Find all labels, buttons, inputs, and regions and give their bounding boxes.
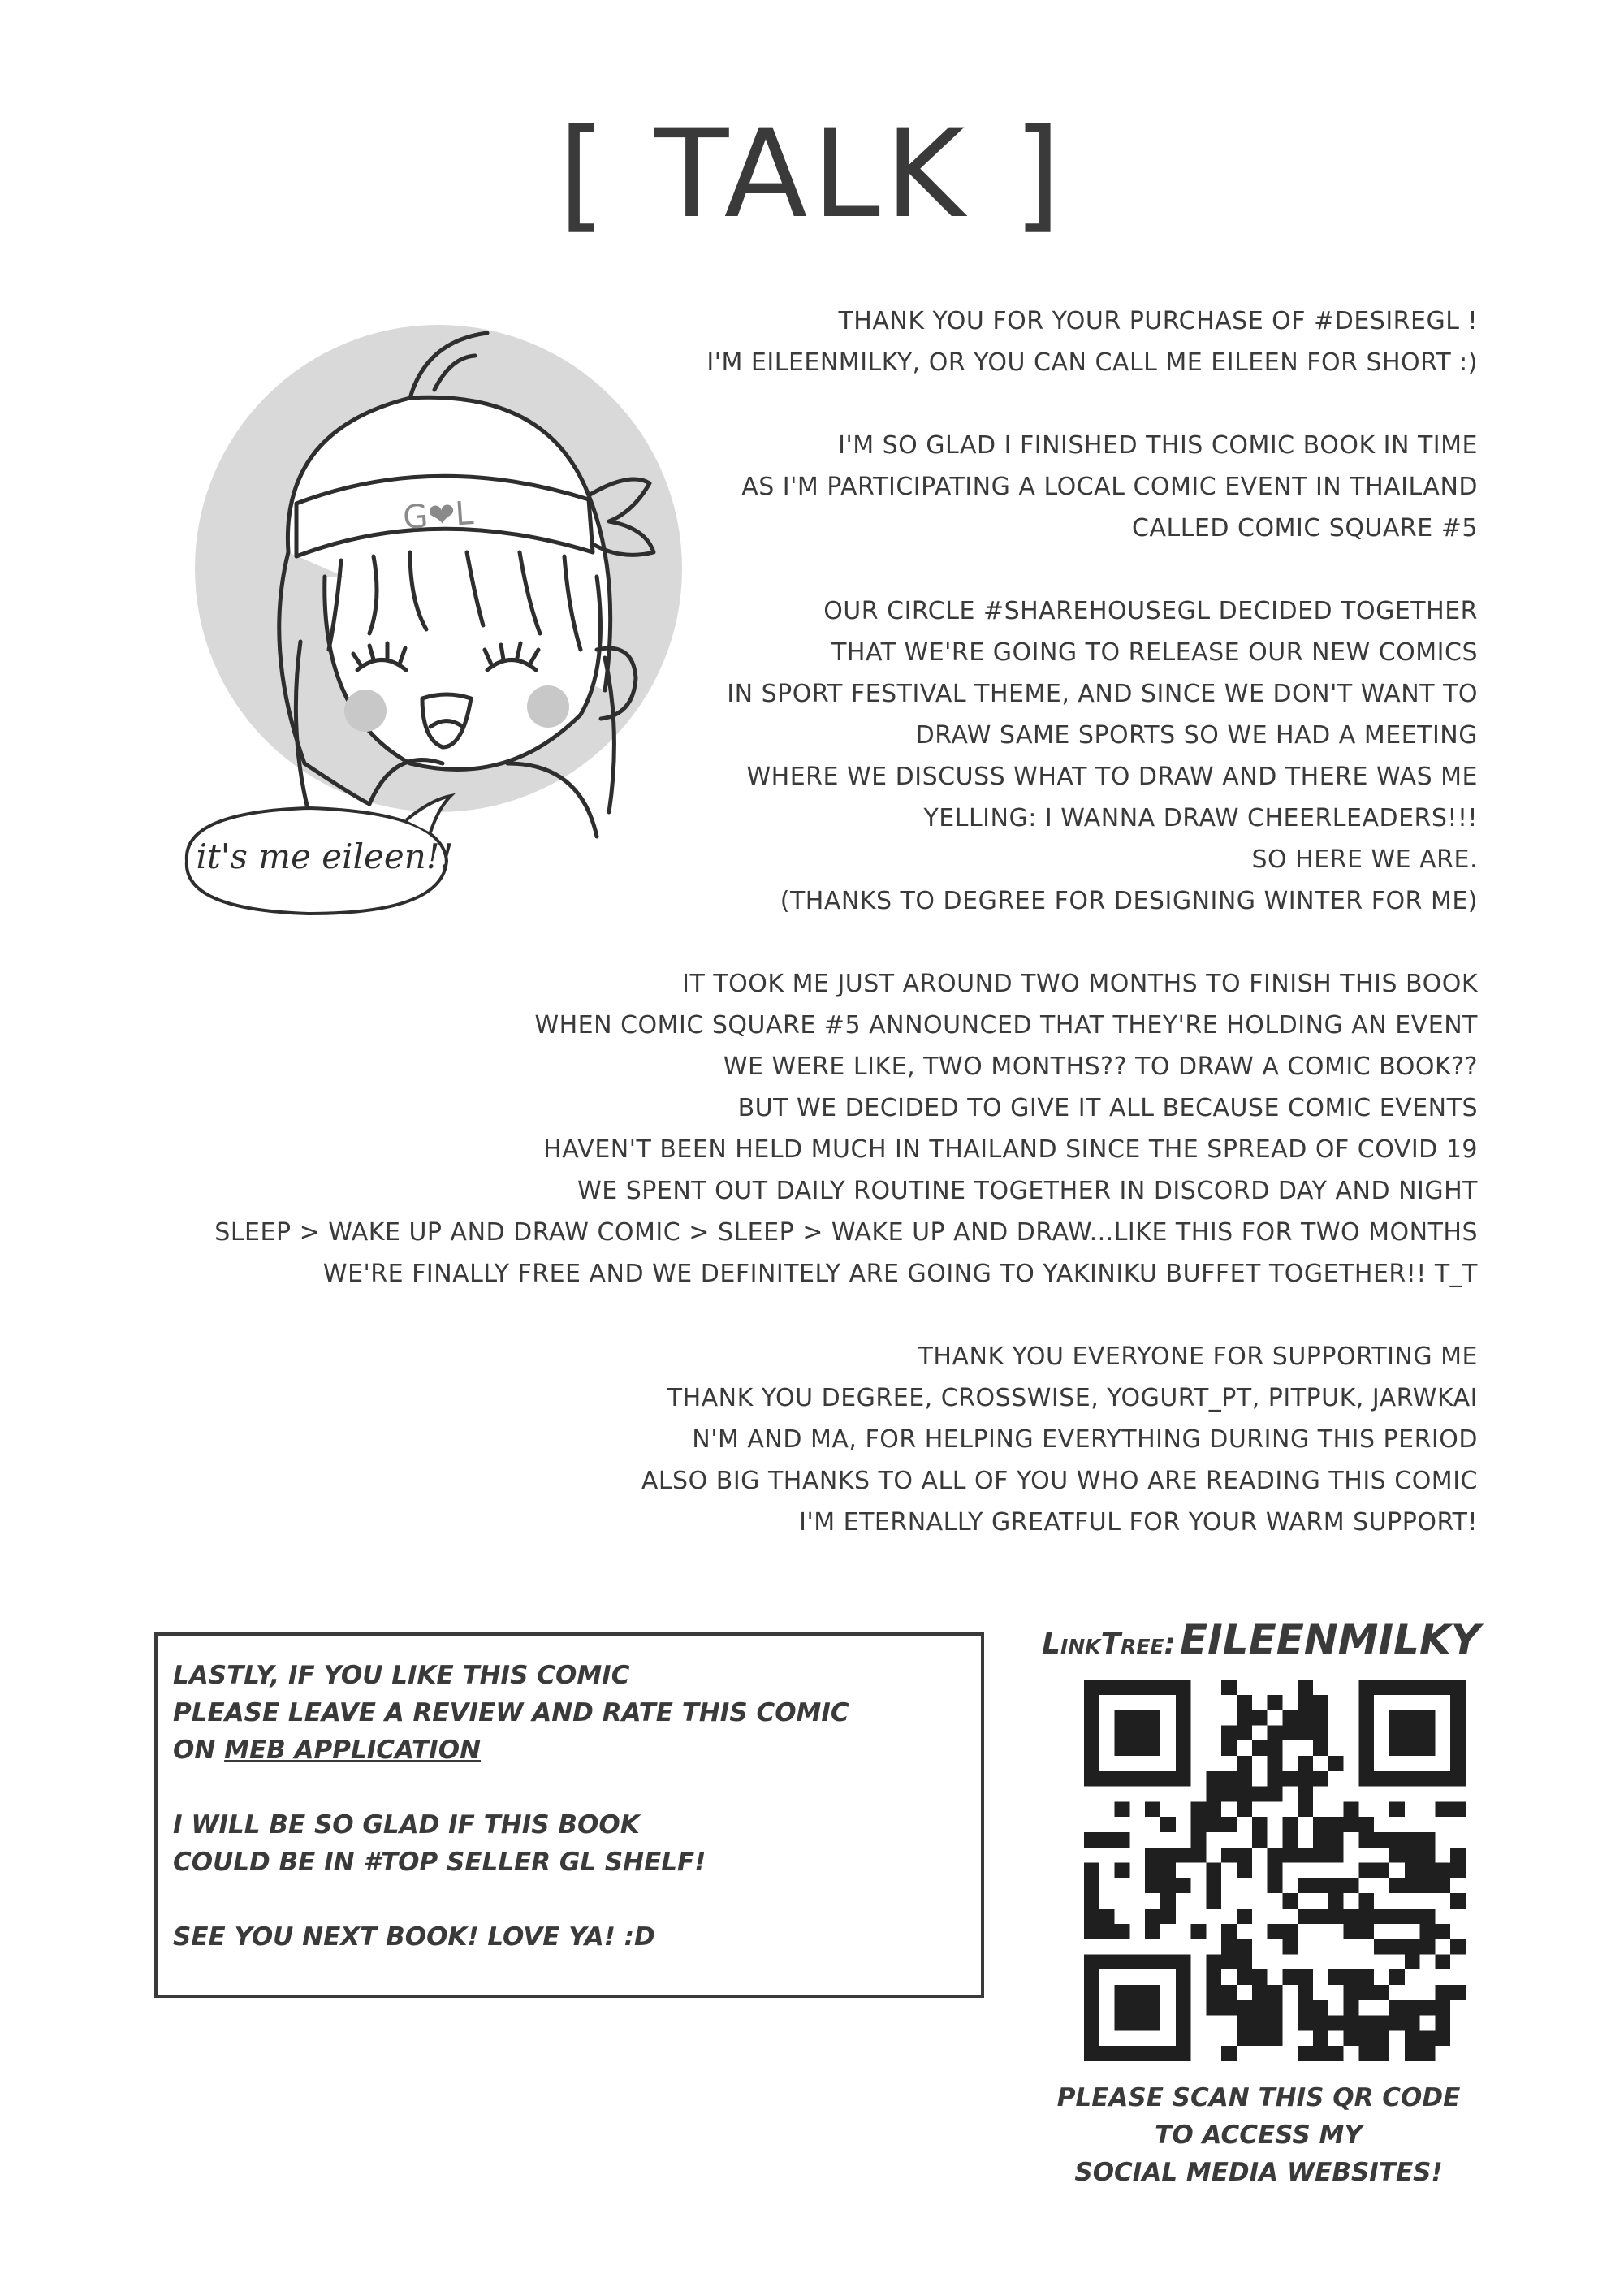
linktree-qr-code[interactable] <box>1084 1680 1466 2061</box>
headband-text: G❤L <box>401 495 475 537</box>
meb-application-link[interactable]: MEB APPLICATION <box>224 1736 482 1765</box>
talk-line: WE'RE FINALLY FREE AND WE DEFINITELY ARE GOING TO YAKINIKU BUFFET TOGETHER!! T_T <box>322 1260 1478 1288</box>
note-line-prefix: ON <box>173 1736 225 1765</box>
note-line: COULD BE IN #TOP SELLER GL SHELF! <box>173 1848 706 1877</box>
note-line: PLEASE LEAVE A REVIEW AND RATE THIS COMIC <box>173 1698 849 1727</box>
note-line: SEE YOU NEXT BOOK! LOVE YA! :D <box>173 1922 655 1952</box>
talk-line: IT TOOK ME JUST AROUND TWO MONTHS TO FINISH THIS BOOK <box>682 970 1478 998</box>
linktree-name: EILEENMILKY <box>1180 1616 1480 1663</box>
talk-paragraph <box>179 300 1478 383</box>
talk-line: THAT WE'RE GOING TO RELEASE OUR NEW COMICS <box>831 638 1478 667</box>
talk-line: OUR CIRCLE #SHAREHOUSEGL DECIDED TOGETHER <box>823 597 1478 625</box>
talk-line: DRAW SAME SPORTS SO WE HAD A MEETING <box>915 721 1478 750</box>
note-line: I WILL BE SO GLAD IF THIS BOOK <box>173 1810 640 1840</box>
page-title: [ TALK ] <box>558 104 1066 245</box>
note-paragraph <box>173 1806 969 1881</box>
note-line <box>173 1731 969 1769</box>
talk-line: SLEEP > WAKE UP AND DRAW COMIC > SLEEP > WAKE UP AND DRAW...LIKE THIS FOR TWO MONTHS <box>214 1218 1478 1247</box>
talk-line: ALSO BIG THANKS TO ALL OF YOU WHO ARE READING THIS COMIC <box>641 1467 1478 1495</box>
talk-line: (THANKS TO DEGREE FOR DESIGNING WINTER FOR ME) <box>780 887 1478 915</box>
talk-line: THANK YOU EVERYONE FOR SUPPORTING ME <box>918 1342 1478 1371</box>
linktree-label: LinkTree: <box>1042 1628 1176 1661</box>
speech-bubble-text: it's me eileen!! <box>196 837 454 876</box>
talk-line: SO HERE WE ARE. <box>1251 845 1478 874</box>
talk-line: HAVEN'T BEEN HELD MUCH IN THAILAND SINCE THE SPREAD OF COVID 19 <box>543 1135 1478 1164</box>
talk-line: I'M SO GLAD I FINISHED THIS COMIC BOOK IN TIME <box>838 431 1478 460</box>
qr-caption-line: PLEASE SCAN THIS QR CODE <box>1056 2083 1461 2112</box>
qr-caption-line: SOCIAL MEDIA WEBSITES! <box>1074 2158 1443 2187</box>
linktree-heading <box>1042 1616 1497 1663</box>
talk-line: THANK YOU FOR YOUR PURCHASE OF #DESIREGL ! <box>838 307 1478 335</box>
talk-line: THANK YOU DEGREE, CROSSWISE, YOGURT_PT, PITPUK, JARWKAI <box>667 1384 1478 1412</box>
talk-paragraph <box>179 1336 1478 1543</box>
talk-line: AS I'M PARTICIPATING A LOCAL COMIC EVENT IN THAILAND <box>741 473 1478 501</box>
talk-line: I'M ETERNALLY GREATFUL FOR YOUR WARM SUPPORT! <box>799 1508 1478 1537</box>
talk-line: N'M AND MA, FOR HELPING EVERYTHING DURING THIS PERIOD <box>692 1425 1478 1454</box>
talk-line: IN SPORT FESTIVAL THEME, AND SINCE WE DON'T WANT TO <box>727 680 1478 708</box>
talk-paragraph <box>179 590 1478 922</box>
talk-line: WHERE WE DISCUSS WHAT TO DRAW AND THERE WAS ME <box>746 763 1478 791</box>
talk-line: CALLED COMIC SQUARE #5 <box>1132 514 1478 543</box>
note-paragraph <box>173 1918 969 1956</box>
talk-line: I'M EILEENMILKY, OR YOU CAN CALL ME EILEEN FOR SHORT :) <box>706 348 1478 377</box>
talk-line: WE WERE LIKE, TWO MONTHS?? TO DRAW A COMIC BOOK?? <box>723 1053 1478 1081</box>
qr-caption <box>1015 2079 1502 2191</box>
talk-line: WE SPENT OUT DAILY ROUTINE TOGETHER IN DISCORD DAY AND NIGHT <box>577 1177 1478 1205</box>
talk-line: BUT WE DECIDED TO GIVE IT ALL BECAUSE COMIC EVENTS <box>737 1094 1478 1122</box>
note-line: LASTLY, IF YOU LIKE THIS COMIC <box>173 1661 630 1690</box>
talk-line: YELLING: I WANNA DRAW CHEERLEADERS!!! <box>923 804 1478 832</box>
note-paragraph <box>173 1657 969 1769</box>
qr-caption-line: TO ACCESS MY <box>1155 2121 1363 2150</box>
closing-note-text <box>173 1657 969 1993</box>
talk-paragraph <box>179 963 1478 1295</box>
talk-paragraph <box>179 425 1478 549</box>
talk-body <box>179 300 1478 1584</box>
talk-line: WHEN COMIC SQUARE #5 ANNOUNCED THAT THEY'RE HOLDING AN EVENT <box>534 1011 1478 1040</box>
